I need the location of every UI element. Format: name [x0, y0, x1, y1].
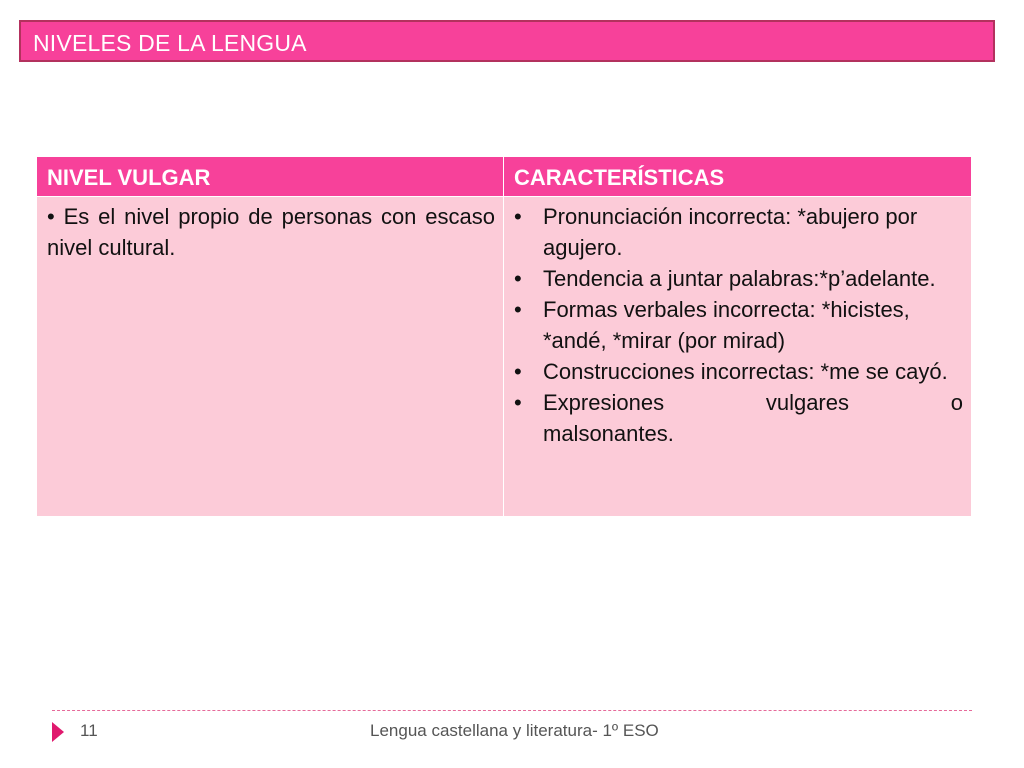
feature-text: Expresiones vulgares o: [543, 390, 963, 415]
feature-text: Pronunciación incorrecta: *abujero por agujero.: [543, 204, 918, 260]
table-row: [37, 197, 972, 517]
features-list: [514, 201, 963, 449]
list-item: [514, 294, 963, 356]
header-caracteristicas: CARACTERÍSTICAS: [504, 157, 972, 197]
list-item: [514, 201, 963, 263]
list-item: [514, 356, 963, 387]
list-item: [514, 387, 963, 449]
footer-divider: [52, 710, 972, 711]
slide-title-bar: [19, 20, 995, 62]
features-cell: [504, 197, 972, 517]
description-cell: [37, 197, 504, 517]
feature-text-continuation: malsonantes.: [543, 421, 674, 446]
slide-title: NIVELES DE LA LENGUA: [33, 30, 307, 56]
feature-text: Tendencia a juntar palabras:*p’adelante.: [543, 266, 936, 291]
bullet-glyph: •: [514, 266, 522, 291]
description-value: Es el nivel propio de personas con escaso nivel cultural.: [47, 204, 495, 260]
header-nivel-vulgar: NIVEL VULGAR: [37, 157, 504, 197]
list-item: [514, 263, 963, 294]
levels-table: [36, 156, 972, 517]
table-header-row: [37, 157, 972, 197]
bullet-glyph: •: [514, 297, 522, 322]
feature-text: Formas verbales incorrecta: *hicistes, *andé, *mirar (por mirad): [543, 297, 910, 353]
feature-text: Construcciones incorrectas: *me se cayó.: [543, 359, 948, 384]
description-text: [47, 201, 495, 263]
bullet-glyph: •: [514, 390, 522, 415]
bullet-glyph: •: [47, 204, 55, 229]
arrow-right-icon: [52, 722, 64, 742]
page-number: 11: [80, 721, 98, 740]
footer-course: Lengua castellana y literatura- 1º ESO: [370, 721, 659, 740]
bullet-glyph: •: [514, 204, 522, 229]
bullet-glyph: •: [514, 359, 522, 384]
